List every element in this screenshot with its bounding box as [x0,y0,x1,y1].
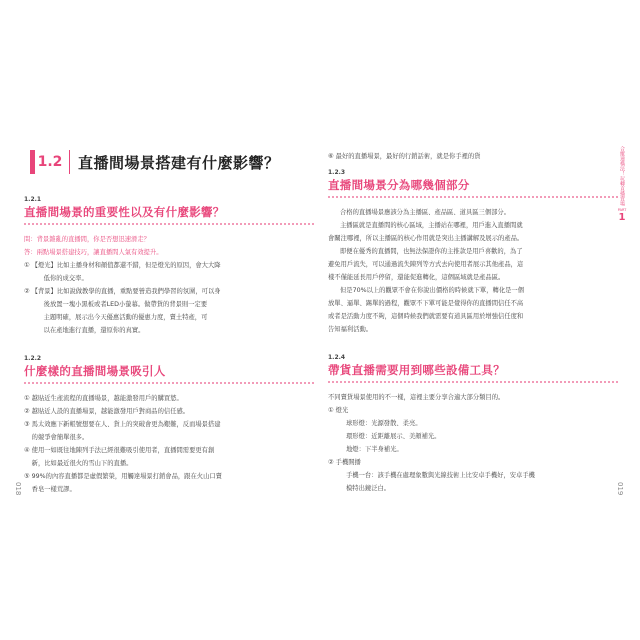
list-item [328,150,618,163]
item-number: ⑤ [24,473,30,480]
section-1-2-1 [24,196,314,337]
chapter-number: 1.2 [37,154,63,170]
paragraph-line: 但是70%以上的觀眾不會在你說出價格的時候就下單，轉化是一個 [340,287,525,294]
section-number: 1.2.4 [328,354,346,361]
section-title: 直播間場景分為哪幾個部分 [328,178,470,192]
item-text-line: 99%的內容直播都是虛假繁榮，用觸達場景打銷會品，跟在火山口賣 [31,473,222,480]
paragraph-line: 即便在優秀的直播間，也無法保證你的主推款是用戶喜歡的，為了 [340,248,523,255]
item-text-line: 以在產地進行直播，還原你的真實。 [43,327,145,334]
paragraph-line: 樣不僅能延長用戶停留，還能促進轉化，這個區域就是產品區。 [328,274,505,281]
list-item [24,418,314,444]
item-number: ① [328,407,334,414]
list-item [24,405,314,418]
item-number: ② [328,459,334,466]
item-text-line: 最好的直播場景，最好的行銷話術，就是你手裡的貨 [335,153,481,160]
list-item [24,444,314,470]
list-item [328,456,618,469]
section-1-2-2 [24,355,314,496]
item-text-line: 低你的成交率。 [43,275,88,282]
side-tab-part-number: 1 [618,212,626,223]
item-number: ① [24,262,30,269]
paragraph-line: 合格的直播場景應該分為主播區、產品區、道具區三個部分。 [340,209,511,216]
paragraph-line: 主播區就是直播間的核心區域，主播站在哪裡，用戶進入直播間就 [340,222,523,229]
section-title: 直播間場景的重要性以及有什麼影響？ [24,205,225,219]
item-text-line: 越貼近人設的直播場景，越能激發用戶對商品的信任感。 [31,408,190,415]
paragraph [328,206,618,219]
chapter-heading [30,150,314,174]
sub-item: 模特出鏡泛白。 [346,485,391,492]
page-number-right: 019 [616,482,624,496]
section-1-2-4 [328,354,618,495]
paragraph-line: 會關注哪裡，所以主播區的核心作用就是突出主播講解及展示的產品。 [328,235,524,242]
section-divider [328,381,618,383]
sub-item: 地燈：下半身補光。 [346,446,403,453]
paragraph [328,245,618,284]
item-text-line: 【燈光】比如主播身材和顏值都還不錯，但是燈光的原因，會大大降 [31,262,221,269]
item-number: ④ [24,447,30,454]
item-text-line: 【背景】比如說做教學的直播，重點要營造我們學習的氛圍，可以身 [31,288,221,295]
item-text-line: 馬太效應下新帳號想要在人、貨上的突破會更為艱難，反而場景搭建 [31,421,221,428]
side-tab-text: 合縱連橫法！玩轉直播賣場 [619,146,625,206]
right-page [328,150,618,495]
item-number: ③ [24,421,30,428]
chapter-title: 直播間場景搭建有什麼影響？ [78,153,280,172]
item-number: ① [24,395,30,402]
item-text-line: 後放置一塊小黑板或者LED小螢幕。做帶貨的背景則一定要 [43,301,208,308]
answer-line: 答：兩點場景搭建技巧，讓直播間人氣有效提升。 [24,249,163,256]
sub-item: 球形燈：光源發散、柔亮。 [346,420,422,427]
list-item [24,470,314,496]
side-tab-part-label: PART [617,208,627,212]
list-item [24,392,314,405]
section-divider [328,196,618,198]
item-text-line: 香皂一樣荒謬。 [31,486,76,493]
list-item [24,285,314,337]
list-item [328,404,618,417]
section-divider [24,382,314,384]
paragraph-line: 避免用戶流失，可以通過流失陳列等方式去向使用者展示其他產品，這 [328,261,524,268]
item-text-line: 主題明確，展示出今天優惠活動的優惠力度，賣土特產，可 [43,314,208,321]
section-title: 帶貨直播需要用到哪些設備工具？ [328,363,505,377]
section-number: 1.2.1 [24,196,42,203]
item-number: ② [24,288,30,295]
chapter-number-box [30,150,70,174]
item-text-line: 的競爭會簡單很多。 [31,434,89,441]
item-number: ② [24,408,30,415]
paragraph-line: 放單、逼單、踢單的過程，觀眾不下單可能是覺得你的直播間信任不高 [328,300,524,307]
paragraph [328,284,618,336]
item-text-line: 越貼近生產流程的直播場景，越能激發用戶的購買慾。 [31,395,183,402]
left-page [24,150,314,496]
paragraph-line: 告知福利活動。 [328,326,373,333]
section-title: 什麼樣的直播間場景吸引人 [24,364,166,378]
sub-item: 環形燈：近距離展示、美顏補光。 [346,433,441,440]
section-intro: 不同賣貨場景使用的不一樣，這裡主要分享合適大部分類目的。 [328,394,505,401]
item-text-line: 使用一如既往地陳列手法已經很難吸引使用者，直播間需要更有創 [31,447,215,454]
paragraph-line: 或者是活動力度不夠，這個時候我們就需要有道具區用於增強信任度和 [328,313,524,320]
section-1-2-3 [328,169,618,336]
chapter-side-tab [614,146,630,223]
section-divider [24,223,314,225]
item-number: ⑥ [328,153,334,160]
item-text-line: 新，比如最近很火的雪山下的直播。 [31,460,133,467]
paragraph [328,219,618,245]
section-number: 1.2.3 [328,169,346,176]
list-item [24,259,314,285]
item-label: 燈光 [335,407,349,414]
question-line: 問：背景雜亂的直播間，你是否想迅速滑走？ [24,236,150,243]
page-number-left: 018 [14,482,22,496]
section-number: 1.2.2 [24,355,42,362]
item-label: 手機開播 [335,459,361,466]
sub-item: 手機一台：該手機在處理象數與光線技術上比安卓手機好，安卓手機 [346,472,535,479]
